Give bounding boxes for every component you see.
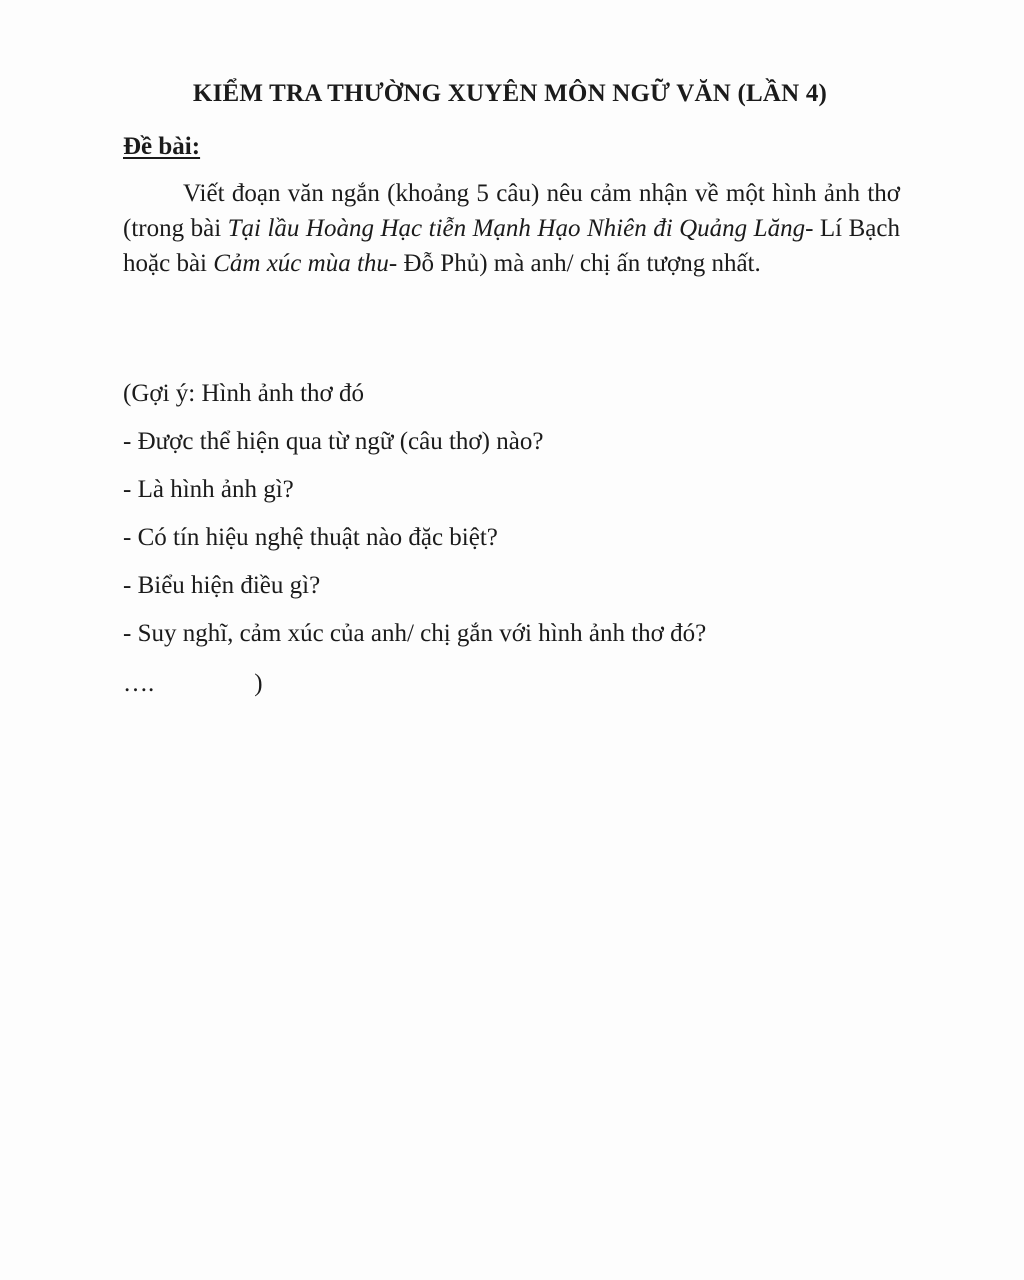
hint-ending <box>123 670 263 698</box>
hint-item: - Có tín hiệu nghệ thuật nào đặc biệt? <box>123 524 498 551</box>
document-title: KIỂM TRA THƯỜNG XUYÊN MÔN NGỮ VĂN (LẦN 4) <box>192 80 828 107</box>
poem-title-1: Tại lầu Hoàng Hạc tiễn Mạnh Hạo Nhiên đi Quảng Lăng <box>227 215 806 242</box>
hint-item: - Được thể hiện qua từ ngữ (câu thơ) nào? <box>123 428 544 455</box>
hint-item: - Biểu hiện điều gì? <box>123 572 321 599</box>
poem-title-2: Cảm xúc mùa thu <box>213 250 389 277</box>
prompt-text-3: - Đỗ Phủ) mà anh/ chị ấn tượng nhất. <box>388 250 761 277</box>
prompt-text-2: - Lí Bạch hoặc bài <box>123 215 900 277</box>
hint-intro: (Gợi ý: Hình ảnh thơ đó <box>123 380 365 407</box>
hint-closing-paren: ) <box>254 670 263 697</box>
hint-item: - Suy nghĩ, cảm xúc của anh/ chị gắn với hình ảnh thơ đó? <box>123 620 707 647</box>
section-heading: Đề bài: <box>123 133 201 160</box>
hint-item: - Là hình ảnh gì? <box>123 476 294 503</box>
prompt-text-1: Viết đoạn văn ngắn (khoảng 5 câu) nêu cảm nhận về một hình ảnh thơ (trong bài <box>123 180 900 242</box>
hint-ellipsis: …. <box>123 670 155 697</box>
assignment-prompt <box>123 176 900 281</box>
